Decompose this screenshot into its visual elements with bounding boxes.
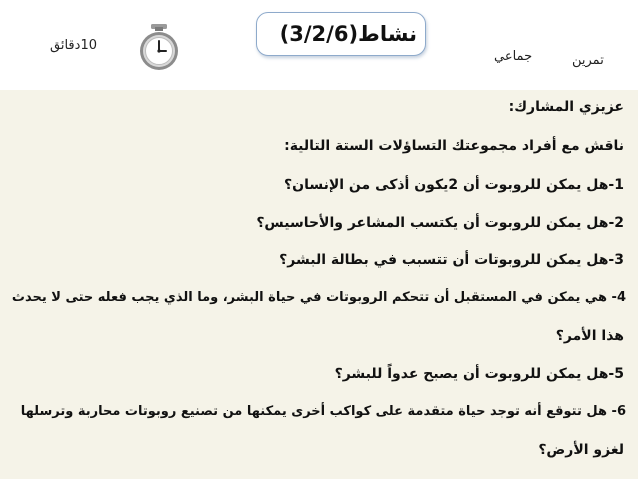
question-4-continued: هذا الأمر؟ <box>555 328 624 344</box>
instruction: ناقش مع أفراد مجموعتك التساؤلات الستة التالية: <box>284 138 624 154</box>
question-2: 2-هل يمكن للروبوت أن يكتسب المشاعر والأحاسيس؟ <box>256 215 624 231</box>
title-box <box>256 12 426 56</box>
question-4: 4- هي يمكن في المستقبل أن تتحكم الروبوتات في حياة البشر، وما الذي يجب فعله حتى لا يحدث <box>11 290 626 305</box>
header <box>0 0 638 90</box>
tag-group: جماعي <box>494 49 533 64</box>
question-6-continued: لغزو الأرض؟ <box>538 442 624 458</box>
greeting: عزيزي المشارك: <box>508 99 624 115</box>
duration-label: 10دقائق <box>50 38 97 53</box>
question-6: 6- هل تتوقع أنه توجد حياة متقدمة على كواكب أخرى يمكنها من تصنيع روبوتات محاربة وترسلها <box>20 404 626 419</box>
question-3: 3-هل يمكن للروبوتات أن تتسبب في بطالة البشر؟ <box>279 252 624 268</box>
question-1: 1-هل يمكن للروبوت أن 2يكون أذكى من الإنسان؟ <box>284 177 624 193</box>
activity-title: نشاط(3/2/6) <box>279 22 417 46</box>
activity-content <box>0 90 638 479</box>
tag-exercise: تمرين <box>572 53 604 68</box>
question-5: 5-هل يمكن للروبوت أن يصبح عدواً للبشر؟ <box>334 366 624 382</box>
clock-icon <box>137 24 181 72</box>
